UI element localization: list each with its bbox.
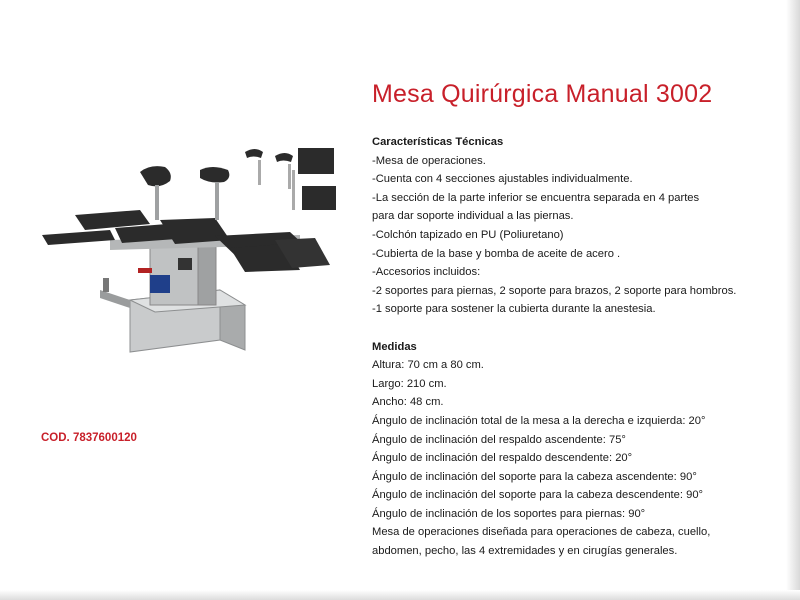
page-title: Mesa Quirúrgica Manual 3002	[372, 80, 713, 108]
measure-line: Ancho: 48 cm.	[372, 396, 444, 409]
section-spacer	[372, 319, 782, 338]
measure-line: Altura: 70 cm a 80 cm.	[372, 359, 484, 372]
measure-line: Ángulo de inclinación de los soportes para piernas: 90°	[372, 507, 646, 520]
feature-line: -Cubierta de la base y bomba de aceite de acero .	[372, 247, 621, 260]
measure-line: Mesa de operaciones diseñada para operaciones de cabeza, cuello,	[372, 526, 711, 539]
product-description	[372, 133, 782, 561]
measure-line: Ángulo de inclinación del respaldo ascendente: 75°	[372, 433, 626, 446]
feature-line: -Mesa de operaciones.	[372, 154, 486, 167]
measure-line: Ángulo de inclinación del soporte para la cabeza descendente: 90°	[372, 489, 704, 502]
feature-line: -2 soportes para piernas, 2 soporte para brazos, 2 soporte para hombros.	[372, 284, 737, 297]
page-edge-shadow-right	[786, 0, 800, 600]
features-heading: Características Técnicas	[372, 136, 504, 148]
operating-table-illustration	[30, 140, 360, 355]
feature-line: -Accesorios incluidos:	[372, 266, 481, 279]
measure-line: Largo: 210 cm.	[372, 377, 447, 390]
measure-line: abdomen, pecho, las 4 extremidades y en cirugías generales.	[372, 545, 678, 558]
feature-line: para dar soporte individual a las piernas.	[372, 210, 574, 223]
product-code: COD. 7837600120	[41, 432, 137, 444]
feature-line: -La sección de la parte inferior se encuentra separada en 4 partes	[372, 191, 700, 204]
feature-line: -1 soporte para sostener la cubierta durante la anestesia.	[372, 303, 656, 316]
measure-line: Ángulo de inclinación del soporte para la cabeza ascendente: 90°	[372, 470, 697, 483]
measures-heading: Medidas	[372, 340, 417, 353]
page-edge-shadow-bottom	[0, 590, 800, 600]
feature-line: -Cuenta con 4 secciones ajustables individualmente.	[372, 173, 633, 186]
feature-line: -Colchón tapizado en PU (Poliuretano)	[372, 228, 564, 241]
measure-line: Ángulo de inclinación total de la mesa a la derecha e izquierda: 20°	[372, 414, 706, 427]
measure-line: Ángulo de inclinación del respaldo descendente: 20°	[372, 452, 633, 465]
